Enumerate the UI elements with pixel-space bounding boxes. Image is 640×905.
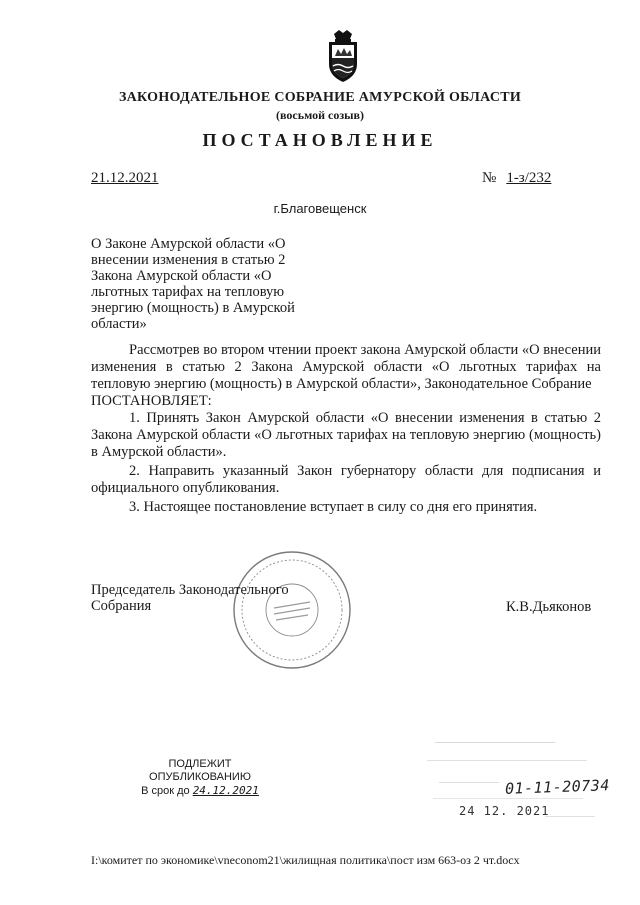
publish-stamp — [130, 758, 270, 798]
document-type-title: ПОСТАНОВЛЕНИЕ — [202, 130, 438, 150]
document-date: 21.12.2021 — [91, 170, 159, 186]
publish-stamp-line-2: ОПУБЛИКОВАНИЮ — [149, 771, 251, 783]
publish-stamp-line-3 — [130, 784, 270, 798]
registration-number: 01-11-20734 — [504, 776, 611, 798]
preamble-paragraph: Рассмотрев во втором чтении проект закона Амурской области «О внесении изменения в статью 2 Закона Амурской области «О льготных тарифах на тепловую энергию (мощность) в Амурской области», Законодательное Собрание — [91, 342, 601, 392]
document-number-block — [482, 170, 551, 187]
document-body — [91, 342, 601, 516]
resolution-item-3: 3. Настоящее постановление вступает в силу со дня его принятия. — [129, 499, 538, 515]
resolves-label: ПОСТАНОВЛЯЕТ: — [91, 393, 212, 409]
coat-of-arms-icon — [326, 28, 360, 84]
document-number: 1-з/232 — [506, 170, 552, 186]
signer-role-line-1: Председатель Законодательного — [91, 582, 289, 598]
registration-date: 24 12. 2021 — [459, 804, 550, 818]
publish-deadline-prefix: В срок до — [141, 785, 190, 797]
convocation-label: (восьмой созыв) — [276, 108, 364, 122]
publish-deadline-date: 24.12.2021 — [192, 784, 259, 797]
publish-stamp-line-1: ПОДЛЕЖИТ — [168, 758, 232, 770]
signer-role-line-2: Собрания — [91, 598, 152, 614]
file-path-footer: I:\комитет по экономике\vneconom21\жилищная политика\пост изм 663-оз 2 чт.docx — [91, 853, 520, 867]
signer-role — [91, 582, 331, 614]
document-subject: О Законе Амурской области «О внесении изменения в статью 2 Закона Амурской области «О льготных тарифах на тепловую энергию (мощность) в Амурской области» — [91, 236, 295, 332]
number-sign: № — [482, 170, 497, 186]
city-label: г.Благовещенск — [273, 201, 367, 216]
organization-title: ЗАКОНОДАТЕЛЬНОЕ СОБРАНИЕ АМУРСКОЙ ОБЛАСТИ — [118, 90, 522, 105]
signer-name: К.В.Дьяконов — [506, 599, 592, 615]
registration-stamp — [425, 738, 615, 828]
resolution-item-1: 1. Принять Закон Амурской области «О внесении изменения в статью 2 Закона Амурской области «О льготных тарифах на тепловую энергию (мощность) в Амурской области». — [91, 410, 601, 460]
resolution-item-2: 2. Направить указанный Закон губернатору области для подписания и официального опубликования. — [91, 463, 601, 496]
